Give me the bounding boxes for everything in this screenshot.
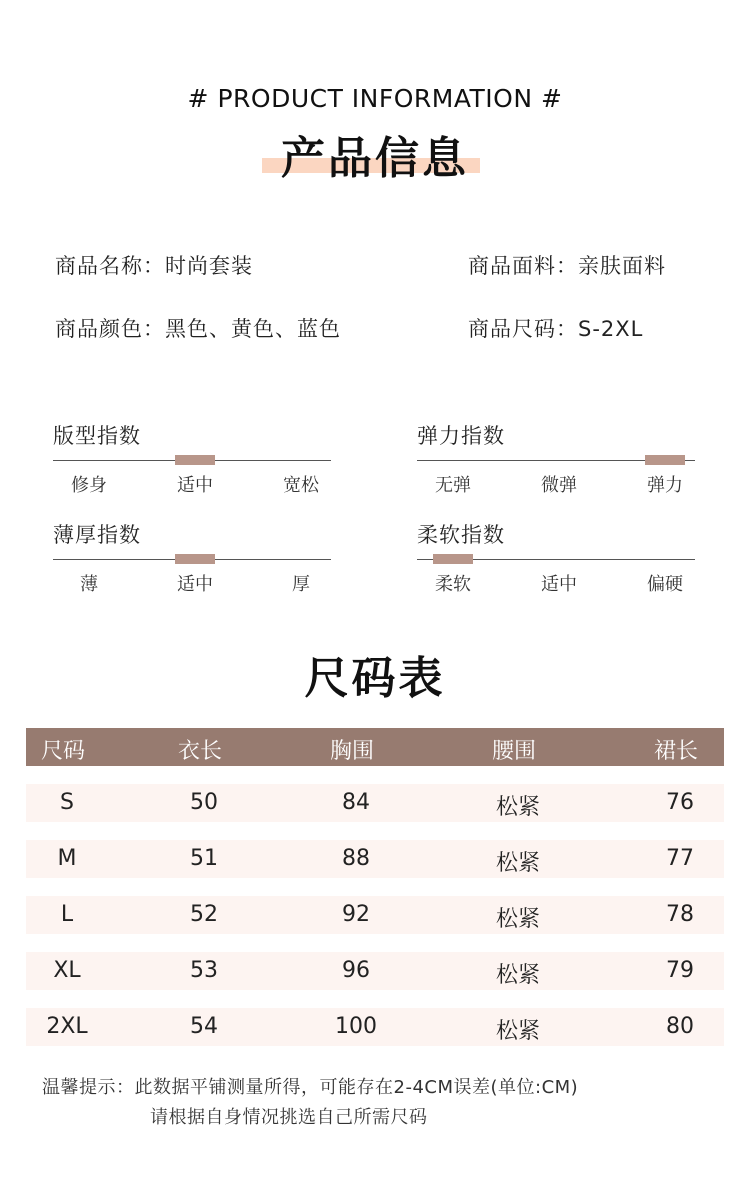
table-cell: M [57,846,77,871]
index-title: 薄厚指数 [53,523,141,547]
index-option: 柔软 [435,574,471,595]
index-option: 厚 [292,574,310,595]
index-scale [53,420,331,500]
table-cell: 78 [666,902,694,927]
table-cell: 96 [342,958,370,983]
header-waist: 腰围 [492,739,537,764]
index-scale [417,420,695,500]
index-option: 薄 [80,574,98,595]
size-table-header [26,728,724,766]
product-size-row [468,313,643,343]
index-option: 适中 [177,475,213,496]
product-color-value: 黑色、黄色、蓝色 [165,317,341,341]
index-option: 修身 [71,475,107,496]
index-title: 版型指数 [53,424,141,448]
table-cell: S [60,790,74,815]
note-line-2: 请根据自身情况挑选自己所需尺码 [150,1107,428,1128]
table-cell: 51 [190,846,218,871]
table-cell: 松紧 [495,795,540,820]
table-row [26,784,724,822]
table-cell: 2XL [46,1014,88,1039]
product-color-label: 商品颜色： [55,317,165,341]
product-size-label: 商品尺码： [468,317,578,341]
size-chart-title: 尺码表 [304,653,446,704]
index-option: 宽松 [283,475,319,496]
index-option: 弹力 [647,475,683,496]
header-length: 衣长 [178,739,223,764]
english-title: # PRODUCT INFORMATION # [187,84,563,113]
header-size: 尺码 [41,739,86,764]
product-name-value: 时尚套装 [165,254,253,278]
table-cell: 松紧 [495,1019,540,1044]
product-fabric-row [468,250,666,280]
table-row [26,1008,724,1046]
index-title: 弹力指数 [417,424,505,448]
table-cell: 53 [190,958,218,983]
table-cell: 76 [666,790,694,815]
table-cell: 松紧 [495,907,540,932]
index-title: 柔软指数 [417,523,505,547]
table-row [26,840,724,878]
product-name-row [55,250,253,280]
table-cell: 80 [666,1014,694,1039]
table-row [26,952,724,990]
table-cell: 88 [342,846,370,871]
table-cell: 54 [190,1014,218,1039]
product-color-row [55,313,341,343]
index-scale [53,519,331,599]
product-fabric-value: 亲肤面料 [578,254,666,278]
table-row [26,896,724,934]
table-cell: 77 [666,846,694,871]
table-cell: 84 [342,790,370,815]
table-cell: 92 [342,902,370,927]
table-cell: 79 [666,958,694,983]
index-marker [175,455,215,465]
index-marker [645,455,685,465]
index-marker [433,554,473,564]
chinese-title: 产品信息 [281,133,469,184]
product-fabric-label: 商品面料： [468,254,578,278]
table-cell: 松紧 [495,963,540,988]
header-skirt-length: 裙长 [654,739,699,764]
index-option: 微弹 [541,475,577,496]
header-bust: 胸围 [330,739,375,764]
product-name-label: 商品名称： [55,254,165,278]
index-scale [417,519,695,599]
index-option: 偏硬 [647,574,683,595]
index-marker [175,554,215,564]
table-cell: XL [53,958,81,983]
note-line-1: 温馨提示：此数据平铺测量所得，可能存在2-4CM误差(单位:CM) [42,1077,579,1098]
table-cell: L [60,902,74,927]
product-size-value: S-2XL [578,317,644,341]
index-option: 无弹 [435,475,471,496]
table-cell: 52 [190,902,218,927]
index-option: 适中 [177,574,213,595]
index-option: 适中 [541,574,577,595]
table-cell: 松紧 [495,851,540,876]
table-cell: 50 [190,790,218,815]
table-cell: 100 [335,1014,377,1039]
